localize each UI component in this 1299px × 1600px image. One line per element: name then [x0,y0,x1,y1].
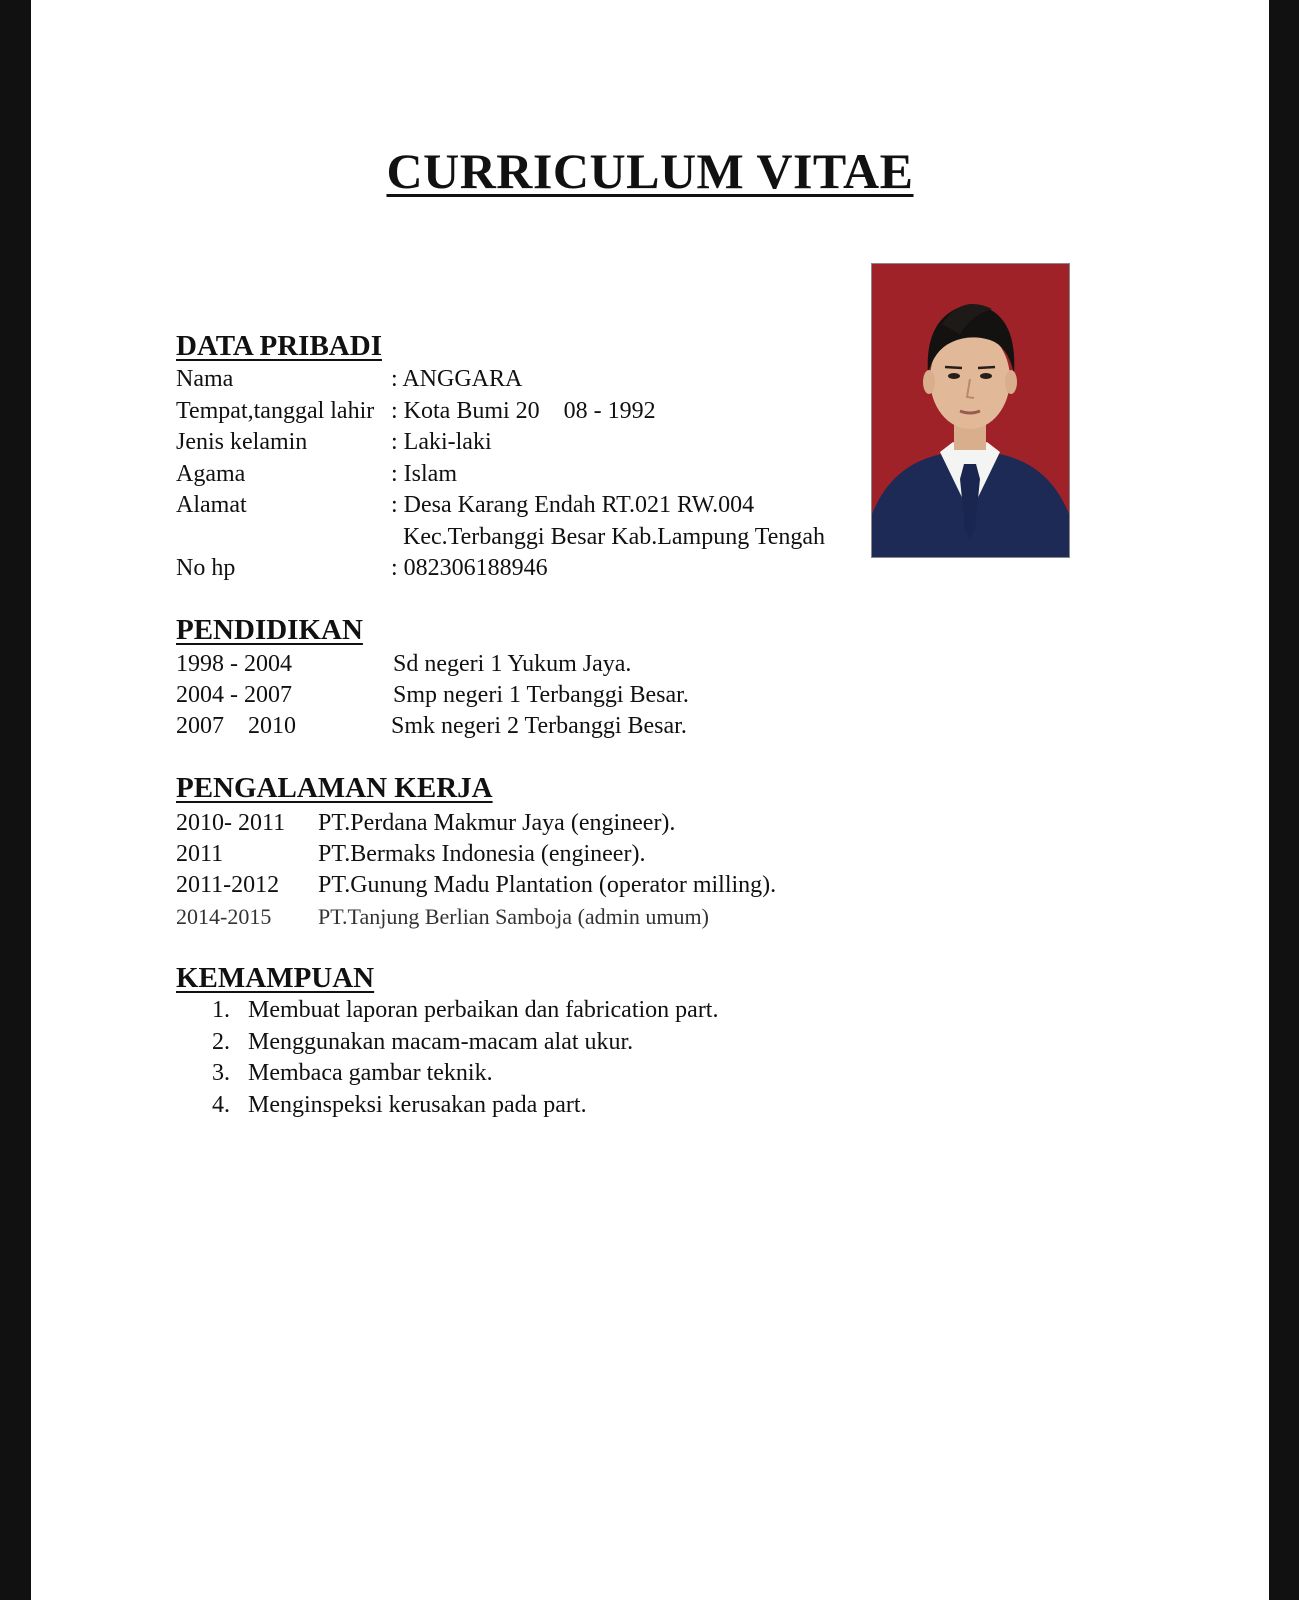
education-school: Smp negeri 1 Terbanggi Besar. [393,682,689,708]
section-heading-education: PENDIDIKAN [176,614,363,646]
field-label: Nama [176,366,234,392]
field-value: : Islam [391,461,457,487]
field-label: Tempat,tanggal lahir [176,398,375,424]
experience-company: PT.Gunung Madu Plantation (operator milling). [318,872,777,898]
education-school: Sd negeri 1 Yukum Jaya. [393,651,632,677]
skill-text: Membuat laporan perbaikan dan fabrication part. [248,997,719,1023]
field-value: : Desa Karang Endah RT.021 RW.004 [391,492,755,518]
page-title: CURRICULUM VITAE [386,143,914,199]
experience-company: PT.Perdana Makmur Jaya (engineer). [318,810,676,836]
field-value: Kec.Terbanggi Besar Kab.Lampung Tengah [403,524,826,550]
education-years: 1998 - 2004 [176,651,292,677]
education-years: 2004 - 2007 [176,682,292,708]
field-label: Agama [176,461,246,487]
section-heading-experience: PENGALAMAN KERJA [176,772,493,804]
field-value: : 082306188946 [391,555,548,581]
skill-text: Menginspeksi kerusakan pada part. [248,1092,587,1118]
experience-years: 2011-2012 [176,872,280,898]
skill-text: Menggunakan macam-macam alat ukur. [248,1029,634,1055]
profile-photo [871,263,1070,558]
experience-company: PT.Bermaks Indonesia (engineer). [318,841,646,867]
section-heading-personal: DATA PRIBADI [176,330,382,362]
document-page [31,0,1269,1600]
field-value: : Kota Bumi 20 08 - 1992 [391,398,656,424]
experience-years: 2011 [176,841,224,867]
education-school: Smk negeri 2 Terbanggi Besar. [391,713,687,739]
skill-text: Membaca gambar teknik. [248,1060,493,1086]
experience-company: PT.Tanjung Berlian Samboja (admin umum) [318,904,709,929]
field-value: : Laki-laki [391,429,492,455]
field-label: Alamat [176,492,247,518]
experience-years: 2010- 2011 [176,810,286,836]
skill-number: 1. [212,997,230,1023]
section-heading-skills: KEMAMPUAN [176,962,375,994]
field-label: Jenis kelamin [176,429,308,455]
experience-years: 2014-2015 [176,904,272,929]
skill-number: 3. [212,1060,230,1086]
education-years: 2007 2010 [176,713,296,739]
skill-number: 4. [212,1092,230,1118]
field-value: : ANGGARA [391,366,523,392]
skill-number: 2. [212,1029,230,1055]
field-label: No hp [176,555,236,581]
